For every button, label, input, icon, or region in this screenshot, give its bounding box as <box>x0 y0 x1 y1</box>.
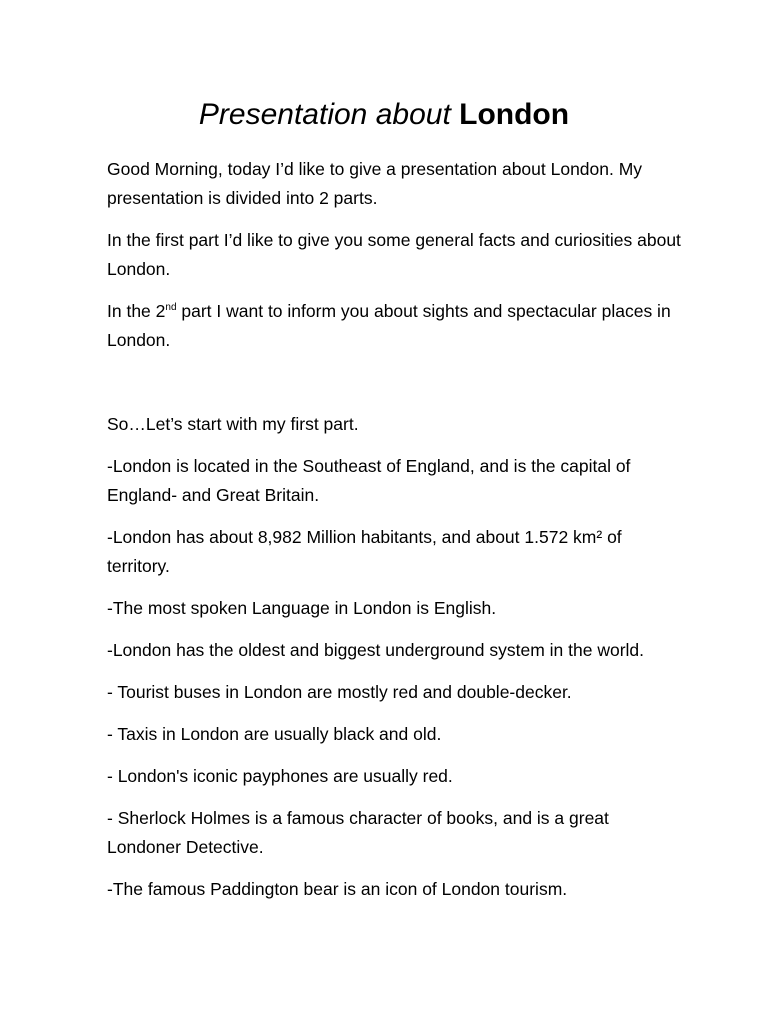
title-italic: Presentation about <box>198 98 451 131</box>
intro-paragraph-1: Good Morning, today I’d like to give a presentation about London. My presentation is divided into 2 parts. <box>107 159 643 208</box>
fact-paragraph-2: -London has about 8,982 Million habitants, and about 1.572 km² of territory. <box>107 527 622 576</box>
fact-paragraph-4: -London has the oldest and biggest underground system in the world. <box>107 640 645 660</box>
fact-paragraph-5: - Tourist buses in London are mostly red and double-decker. <box>107 682 572 702</box>
intro-3-superscript: nd <box>165 302 177 314</box>
fact-paragraph-3: -The most spoken Language in London is English. <box>107 598 497 618</box>
page-title <box>0 95 768 135</box>
fact-paragraph-6: - Taxis in London are usually black and old. <box>107 724 442 744</box>
fact-paragraph-1: -London is located in the Southeast of England, and is the capital of England- and Great Britain. <box>107 456 631 505</box>
fact-paragraph-8: - Sherlock Holmes is a famous character of books, and is a great Londoner Detective. <box>107 808 609 857</box>
intro-3-start: In the 2 <box>107 301 166 321</box>
document-body <box>107 155 682 917</box>
intro-3-end: part I want to inform you about sights and spectacular places in London. <box>107 301 671 350</box>
fact-paragraph-7: - London's iconic payphones are usually red. <box>107 766 453 786</box>
fact-paragraph-9: -The famous Paddington bear is an icon of London tourism. <box>107 879 568 899</box>
intro-paragraph-3 <box>107 297 682 355</box>
title-bold: London <box>459 98 570 131</box>
intro-paragraph-2: In the first part I’d like to give you some general facts and curiosities about London. <box>107 230 681 279</box>
start-paragraph: So…Let’s start with my first part. <box>107 414 359 434</box>
